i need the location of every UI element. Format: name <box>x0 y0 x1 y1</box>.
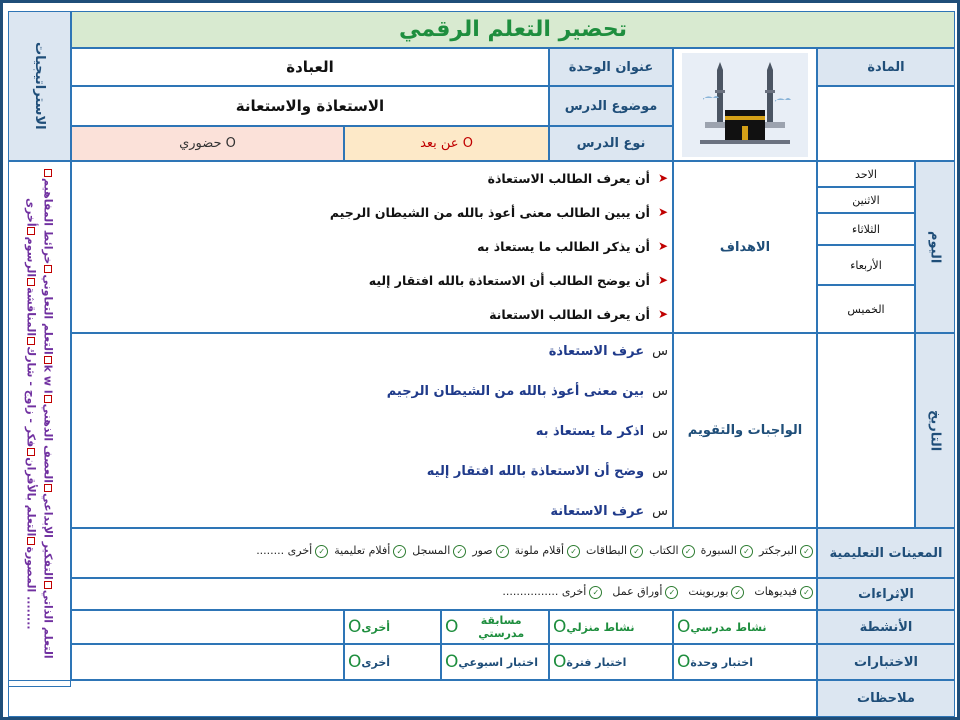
resource-option[interactable]: ✓أقلام ملونة <box>515 544 580 558</box>
resources-label-cell <box>817 528 955 578</box>
date-header-cell <box>915 333 955 528</box>
checkbox-icon[interactable] <box>44 395 52 403</box>
question-item: س وضح أن الاستعاذة بالله افتقار إليه <box>426 463 668 479</box>
checkbox-icon[interactable] <box>44 484 52 492</box>
test-cell[interactable]: اختبار فترة O <box>549 644 673 680</box>
activities-label: الأنشطة <box>859 619 913 635</box>
notes-label: ملاحظات <box>857 691 915 706</box>
strategy-item: التعلم الذاتي <box>41 589 55 659</box>
homework-list <box>83 331 668 531</box>
kaaba-icon <box>695 60 795 150</box>
strategy-item: المصورة <box>24 545 38 592</box>
test-cell[interactable]: اختبار وحدة O <box>673 644 817 680</box>
check-icon[interactable]: ✓ <box>589 586 602 599</box>
resource-option[interactable]: ✓أخرى ........ <box>256 544 328 558</box>
homework-label: الواجبات والتقويم <box>687 423 803 438</box>
checkbox-icon[interactable] <box>27 448 35 456</box>
question-item: س عرف الاستعانة <box>550 503 668 519</box>
resource-option[interactable]: ✓السبورة <box>701 544 753 558</box>
enrichment-option[interactable]: ✓بوربوينت <box>688 585 744 599</box>
checkbox-icon[interactable] <box>44 169 52 177</box>
strategies-list-cell <box>8 161 71 687</box>
lesson-topic-label-cell <box>549 86 673 126</box>
strategies-label: الاستراتيجيات <box>32 42 47 130</box>
lesson-type-label-cell <box>549 126 673 161</box>
day-label: اليوم <box>927 230 943 264</box>
lesson-topic-value-cell <box>71 86 549 126</box>
enrichment-option[interactable]: ✓أوراق عمل <box>612 585 678 599</box>
activities-empty-cell <box>71 610 344 644</box>
page-title: تحضير التعلم الرقمي <box>398 17 628 42</box>
strategy-item: التفكير الإبداعي <box>41 493 55 580</box>
activity-cell[interactable]: نشاط منزلي O <box>549 610 673 644</box>
day-header-cell <box>915 161 955 333</box>
objective-item: ➤ أن يذكر الطالب ما يستعاذ به <box>477 238 668 254</box>
enrichment-option[interactable]: ✓أخرى ................ <box>502 585 602 599</box>
checkbox-icon[interactable] <box>27 337 35 345</box>
date-value-cell[interactable] <box>817 333 915 528</box>
resource-option[interactable]: ✓الكتاب <box>649 544 695 558</box>
objectives-list <box>83 161 668 331</box>
strategy-item: فكر - زاوج - شارك <box>24 345 38 447</box>
resources-label: المعينات التعليمية <box>829 545 943 561</box>
day-tuesday[interactable]: الثلاثاء <box>852 222 880 236</box>
day-cell[interactable] <box>817 161 915 187</box>
day-cell[interactable] <box>817 187 915 213</box>
lesson-type-label: نوع الدرس <box>576 136 646 151</box>
strategy-item: التعلم بالأقران <box>24 456 38 536</box>
check-icon[interactable]: ✓ <box>315 545 328 558</box>
check-icon[interactable]: ✓ <box>630 545 643 558</box>
in-person-option-cell[interactable] <box>71 126 344 161</box>
check-icon[interactable]: ✓ <box>567 545 580 558</box>
notes-label-cell <box>817 680 955 717</box>
resources-list <box>93 544 813 558</box>
check-icon[interactable]: ✓ <box>453 545 466 558</box>
subject-label: المادة <box>867 59 905 75</box>
lesson-topic-label: موضوع الدرس <box>564 98 658 114</box>
checkbox-icon[interactable] <box>27 227 35 235</box>
enrichment-list <box>303 585 813 599</box>
strategy-item: k w l <box>41 364 55 394</box>
objective-item: ➤ أن يوضح الطالب أن الاستعاذة بالله افتقار إليه <box>368 272 668 288</box>
check-icon[interactable]: ✓ <box>740 545 753 558</box>
activity-cell[interactable]: نشاط مدرسي O <box>673 610 817 644</box>
objectives-label-cell <box>673 161 817 333</box>
question-item: س عرف الاستعاذة <box>548 343 668 359</box>
day-cell[interactable] <box>817 213 915 245</box>
checkbox-icon[interactable] <box>27 537 35 545</box>
strategy-item: المناقشة <box>24 286 38 336</box>
check-icon[interactable]: ✓ <box>496 545 509 558</box>
unit-title-label: عنوان الوحدة <box>568 59 654 75</box>
kaaba-image <box>682 53 808 157</box>
strategies-column-2 <box>24 168 39 659</box>
resource-option[interactable]: ✓صور <box>472 544 508 558</box>
question-item: س اذكر ما يستعاذ به <box>535 423 668 439</box>
day-wednesday[interactable]: الأربعاء <box>850 258 882 272</box>
radio-icon[interactable]: O <box>553 652 567 672</box>
radio-icon[interactable]: O <box>348 652 362 672</box>
strategy-item: أخرى ........ <box>24 197 38 630</box>
remote-option-cell[interactable] <box>344 126 549 161</box>
checkbox-icon[interactable] <box>27 278 35 286</box>
radio-icon[interactable]: O <box>553 617 567 637</box>
check-icon[interactable]: ✓ <box>800 545 813 558</box>
test-cell[interactable]: اختبار اسبوعي O <box>441 644 549 680</box>
subject-label-cell <box>817 48 955 86</box>
activity-cell[interactable]: مسابقة مدرستي O <box>441 610 549 644</box>
checkbox-icon[interactable] <box>44 356 52 364</box>
checkbox-icon[interactable] <box>44 581 52 589</box>
day-thursday[interactable]: الخميس <box>847 302 885 316</box>
tests-label: الاختبارات <box>853 654 918 670</box>
subject-image-cell <box>673 48 817 161</box>
tests-empty-cell <box>71 644 344 680</box>
unit-title-label-cell <box>549 48 673 86</box>
day-cell[interactable] <box>817 285 915 333</box>
radio-icon[interactable]: O <box>445 617 459 637</box>
enrichment-label: الإثراءات <box>858 586 914 602</box>
radio-icon[interactable]: O <box>348 617 362 637</box>
check-icon[interactable]: ✓ <box>800 586 813 599</box>
check-icon[interactable]: ✓ <box>665 586 678 599</box>
radio-icon[interactable]: O <box>677 652 691 672</box>
arrow-icon: ➤ <box>657 171 668 185</box>
strategy-item: العصف الذهني <box>41 403 55 484</box>
radio-icon[interactable]: O <box>677 617 691 637</box>
remote-option[interactable]: عن بعد O <box>420 136 473 151</box>
day-sunday[interactable]: الاحد <box>855 167 877 181</box>
enrichment-label-cell <box>817 578 955 610</box>
notes-value-cell[interactable] <box>8 680 817 717</box>
tests-label-cell <box>817 644 955 680</box>
date-label: التاريخ <box>927 409 943 452</box>
check-icon[interactable]: ✓ <box>731 586 744 599</box>
radio-icon[interactable]: O <box>445 652 459 672</box>
enrichment-option[interactable]: ✓فيديوهات <box>754 585 813 599</box>
question-item: س بين معنى أعوذ بالله من الشيطان الرجيم <box>386 383 668 399</box>
unit-title-value: العبادة <box>286 58 334 76</box>
objective-item: ➤ أن يعرف الطالب الاستعانة <box>489 306 668 322</box>
checkbox-icon[interactable] <box>44 265 52 273</box>
lesson-topic-value: الاستعاذة والاستعانة <box>235 97 385 115</box>
strategy-item: الرسوم <box>24 236 38 277</box>
arrow-icon: ➤ <box>657 307 668 321</box>
objectives-label: الاهداف <box>719 239 771 255</box>
check-icon[interactable]: ✓ <box>682 545 695 558</box>
day-cell[interactable] <box>817 245 915 285</box>
objective-item: ➤ أن يعرف الطالب الاستعاذة <box>487 170 668 186</box>
strategies-column-1 <box>41 168 56 659</box>
activities-label-cell <box>817 610 955 644</box>
strategy-item: التعلم التعاوني <box>41 274 55 355</box>
arrow-icon: ➤ <box>657 273 668 287</box>
check-icon[interactable]: ✓ <box>393 545 406 558</box>
title-banner <box>71 11 955 48</box>
arrow-icon: ➤ <box>657 239 668 253</box>
resource-option[interactable]: ✓المسجل <box>412 544 466 558</box>
activity-cell[interactable]: أخرى O <box>344 610 441 644</box>
arrow-icon: ➤ <box>657 205 668 219</box>
unit-title-value-cell <box>71 48 549 86</box>
test-cell[interactable]: أخرى O <box>344 644 441 680</box>
in-person-option[interactable]: حضوري O <box>179 136 236 151</box>
strategies-header-cell <box>8 11 71 161</box>
day-monday[interactable]: الاثنين <box>852 193 880 207</box>
resource-option[interactable]: ✓البرجكتر <box>759 544 813 558</box>
subject-value-cell <box>817 86 955 161</box>
strategy-item: خرائط المفاهيم <box>41 178 55 265</box>
resource-option[interactable]: ✓البطاقات <box>586 544 643 558</box>
objective-item: ➤ أن يبين الطالب معنى أعوذ بالله من الشيطان الرجيم <box>329 204 668 220</box>
homework-label-cell <box>673 333 817 528</box>
resource-option[interactable]: ✓أفلام تعليمية <box>334 544 406 558</box>
